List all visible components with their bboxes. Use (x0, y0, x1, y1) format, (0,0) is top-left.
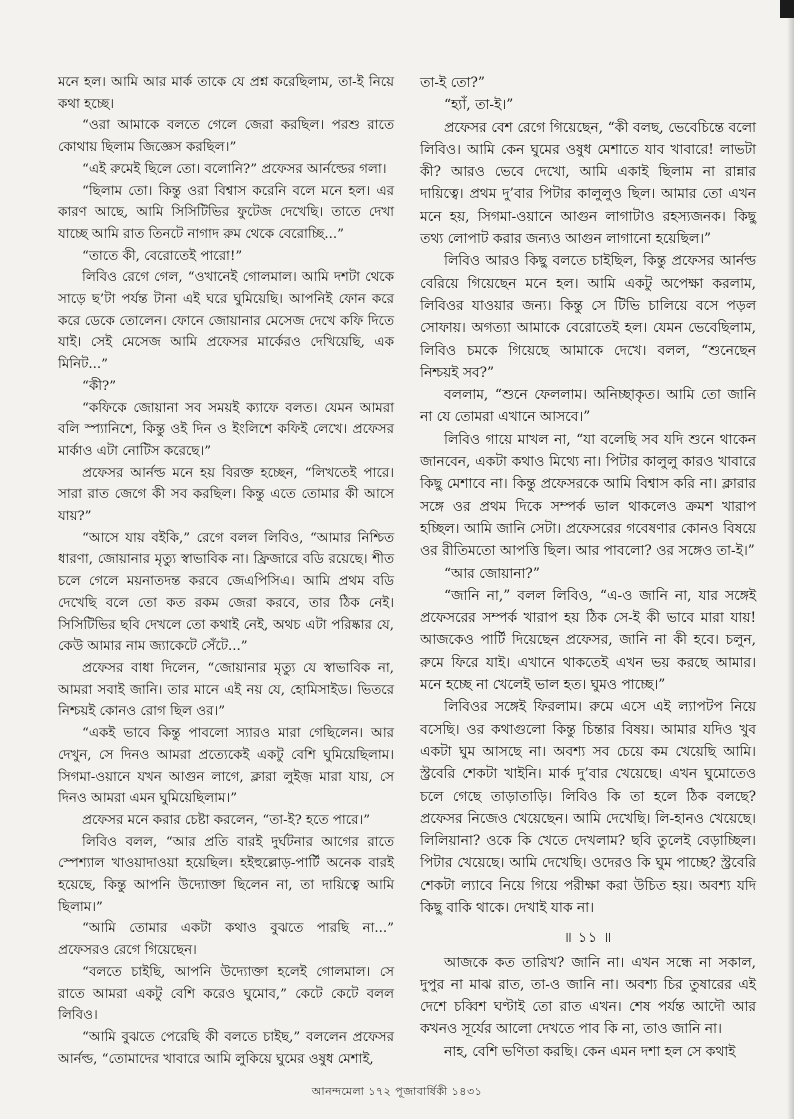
left-text-column (58, 72, 394, 1070)
page-footer: আনন্দমেলা ১৭২ পূজাবার্ষিকী ১৪৩১ (311, 1085, 483, 1098)
paragraph: বললাম, “শুনে ফেললাম। অনিচ্ছাকৃত। আমি তো জানি না যে তোমরা এখানে আসবে।” (420, 387, 756, 426)
page-edge-shadow (787, 0, 794, 1119)
paragraph: লিবিও আরও কিছু বলতে চাইছিল, কিন্তু প্রফেসর আর্নল্ড বেরিয়ে গিয়েছেন মনে হল। আমি একটু অপেক্ষা করলাম, লিবিওর যাওয়ার জন্য। কিন্তু সে টিভি চালিয়ে বসে পড়ল সোফায়। অগত্যা আমাকে বেরোতেই হল। যেমন ভেবেছিলাম, লিবিও চমকে গিয়েছে আমাকে দেখে। বলল, “শুনেছেন নিশ্চয়ই সব?” (420, 253, 756, 381)
paragraph: লিবিও গায়ে মাখল না, “যা বলেছি সব যদি শুনে থাকেন জানবেন, একটা কথাও মিথ্যে না। পিটার কালুলু কারও খাবারে কিছু মেশাবে না। কিন্তু প্রফেসরকে আমি বিশ্বাস করি না। ক্লারার সঙ্গে ওর প্রথম দিকে সম্পর্ক ভাল থাকলেও ক্রমশ খারাপ হচ্ছিল। আমি জানি সেটা। প্রফেসরের গবেষণার কোনও বিষয়ে ওর রীতিমতো আপত্তি ছিল। আর পাবলো? ওর সঙ্গেও তা-ই।” (420, 431, 756, 560)
chapter-section-number: ॥ ১১ ॥ (563, 930, 613, 947)
paragraph: “কী?” (82, 378, 117, 394)
corner-mark (780, 0, 794, 18)
paragraph: প্রফেসর বাধা দিলেন, “জোয়ানার মৃত্যু যে স্বাভাবিক না, আমরা সবাই জানি। তার মানে এই নয় যে, হোমিসাইড। ভিতরে নিশ্চয়ই কোনও রোগ ছিল ওর।” (58, 660, 394, 720)
paragraph: “আমি বুঝতে পেরেছি কী বলতে চাইছ,” বললেন প্রফেসর আর্নল্ড, “তোমাদের খাবারে আমি লুকিয়ে ঘুমের ওষুধ মেশাই, (58, 1029, 394, 1067)
paragraph: “জানি না,” বলল লিবিও, “এ-ও জানি না, যার সঙ্গেই প্রফেসরের সম্পর্ক খারাপ হয় ঠিক সে-ই কী ভাবে মারা যায়! আজকেও পার্টি দিয়েছেন প্রফেসর, জানি না কী হবে। চলুন, রুমে ফিরে যাই। এখানে থাকতেই এখন ভয় করছে আমার। মনে হচ্ছে না খেলেই ভাল হত। ঘুমও পাচ্ছে।” (420, 587, 756, 694)
paragraph: প্রফেসর আর্নল্ড মনে হয় বিরক্ত হচ্ছেন, “লিখতেই পারে। সারা রাত জেগে কী সব করছিল। কিন্তু এতে তোমার কী আসে যায়?” (58, 465, 394, 525)
paragraph: প্রফেসর মনে করার চেষ্টা করলেন, “তা-ই? হতে পারে।” (82, 812, 371, 828)
paragraph: “একই ভাবে কিন্তু পাবলো স্যারও মারা গেছিলেন। আর দেখুন, সে দিনও আমরা প্রত্যেকেই একটু বেশি ঘুমিয়েছিলাম। সিগমা-ওয়ানে যখন আগুন লাগে, ক্লারা লুইজ় মারা যায়, সে দিনও আমরা এমন ঘুমিয়েছিলাম।” (58, 726, 394, 807)
paragraph: “বলতে চাইছি, আপনি উদ্যোক্তা হলেই গোলমাল। সে রাতে আমরা একটু বেশি করেও ঘুমোব,” কেটে কেটে বলল লিবিও। (58, 964, 394, 1024)
right-text-column (420, 72, 756, 1063)
paragraph: মনে হল। আমি আর মার্ক তাকে যে প্রশ্ন করেছিলাম, তা-ই নিয়ে কথা হচ্ছে। (58, 75, 394, 112)
paragraph: প্রফেসর বেশ রেগে গিয়েছেন, “কী বলছ, ভেবেচিন্তে বলো লিবিও। আমি কেন ঘুমের ওষুধ মেশাতে যাব খাবারে! লাভটা কী? আরও ভেবে দেখো, আমি একাই ছিলাম না রান্নার দায়িত্বে। প্রথম দু’বার পিটার কালুলুও ছিল। আমার তো এখন মনে হয়, সিগমা-ওয়ানে আগুন লাগাটাও রহস্যজনক। কিছু তথ্য লোপাট করার জন্যও আগুন লাগানো হয়েছিল।” (420, 119, 756, 248)
paragraph: “কফিকে জোয়ানা সব সময়ই ক্যাফে বলত। যেমন আমরা বলি স্প্যানিশে, কিন্তু ওই দিন ও ইংলিশে কফিই লেখে। প্রফেসর মার্কাও এটা নোটিস করেছে।” (58, 400, 394, 459)
paragraph: “ওরা আমাকে বলতে গেলে জেরা করছিল। পরশু রাতে কোথায় ছিলাম জিজ্ঞেস করছিল।” (58, 118, 394, 156)
paragraph: “ছিলাম তো। কিন্তু ওরা বিশ্বাস করেনি বলে মনে হল। এর কারণ আছে, আমি সিসিটিভির ফুটেজ দেখেছি। তাতে দেখা যাচ্ছে আমি রাত তিনটে নাগাদ রুম থেকে বেরোচ্ছি...” (58, 183, 394, 242)
paragraph: “তাতে কী, বেরোতেই পারো!” (82, 248, 243, 264)
paragraph: নাহ, বেশি ভণিতা করছি। কেন এমন দশা হল সে কথাই (444, 1043, 736, 1060)
paragraph: “হ্যাঁ, তা-ই।” (444, 97, 514, 114)
paragraph: আজকে কত তারিখ? জানি না। এখন সন্ধে না সকাল, দুপুর না মাঝ রাত, তা-ও জানি না। অবশ্য চির তুষারের এই দেশে চব্বিশ ঘণ্টাই তো রাত এখন। শেষ পর্যন্ত আদৌ আর কখনও সূর্যের আলো দেখতে পাব কি না, তাও জানি না। (420, 954, 756, 1038)
paragraph: লিবিওর সঙ্গেই ফিরলাম। রুমে এসে এই ল্যাপটপ নিয়ে বসেছি। ওর কথাগুলো কিন্তু চিন্তার বিষয়। আমার যদিও খুব একটা ঘুম আসছে না। অবশ্য সব চেয়ে কম খেয়েছি আমি। স্ট্রবেরি শেকটা খাইনি। মার্ক দু’বার খেয়েছে। এখন ঘুমোতেও চলে গেছে তাড়াতাড়ি। লিবিও কি তা হলে ঠিক বলছে? প্রফেসর নিজেও খেয়েছেন। আমি দেখেছি। লি-হানও খেয়েছে। লিলিয়ানা? ওকে কি খেতে দেখলাম? ছবি তুলেই বেড়াচ্ছিল। পিটার খেয়েছে। আমি দেখেছি। ওদেরও কি ঘুম পাচ্ছে? স্ট্রবেরি শেকটা ল্যাবে নিয়ে গিয়ে পরীক্ষা করা উচিত হয়। অবশ্য যদি কিছু বাকি থাকে। দেখাই যাক না। (420, 699, 756, 916)
paragraph: “আর জোয়ানা?” (444, 565, 540, 582)
paragraph: তা-ই তো?” (420, 75, 485, 91)
paragraph: “আসে যায় বইকি,” রেগে বলল লিবিও, “আমার নিশ্চিত ধারণা, জোয়ানার মৃত্যু স্বাভাবিক না। ফ্রিজারে বডি রয়েছে। শীত চলে গেলে ময়নাতদন্ত করবে জেএপিসিএ। আমি প্রথম বডি দেখেছি বলে তো কত রকম জেরা করবে, তার ঠিক নেই। সিসিটিভির ছবি দেখলে তো কথাই নেই, অথচ এটা পরিষ্কার যে, কেউ আমার নাম জ্যাকেটে সেঁটে...” (58, 530, 394, 655)
paragraph: লিবিও বলল, “আর প্রতি বারই দুর্ঘটনার আগের রাতে স্পেশ্যাল খাওয়াদাওয়া হয়েছিল। হইহুল্লোড়-পার্টি অনেক বারই হয়েছে, কিন্তু আপনি উদ্যোক্তা ছিলেন না, তা দায়িত্বে আমি ছিলাম।” (58, 834, 394, 915)
paragraph: “আমি তোমার একটা কথাও বুঝতে পারছি না...” প্রফেসরও রেগে গিয়েছেন। (58, 921, 394, 959)
paragraph: লিবিও রেগে গেল, “ওখানেই গোলমাল। আমি দশটা থেকে সাড়ে ছ’টা পর্যন্ত টানা এই ঘরে ঘুমিয়েছি। আপনিই ফোন করে করে ডেকে তোলেন। ফোনে জোয়ানার মেসেজ দেখে কফি দিতে যাই। সেই মেসেজ আমি প্রফেসর মার্কেরও দেখিয়েছি, এক মিনিট...” (58, 270, 394, 373)
paragraph: “এই রুমেই ছিলে তো। বলোনি?” প্রফেসর আর্নল্ডের গলা। (82, 161, 387, 177)
